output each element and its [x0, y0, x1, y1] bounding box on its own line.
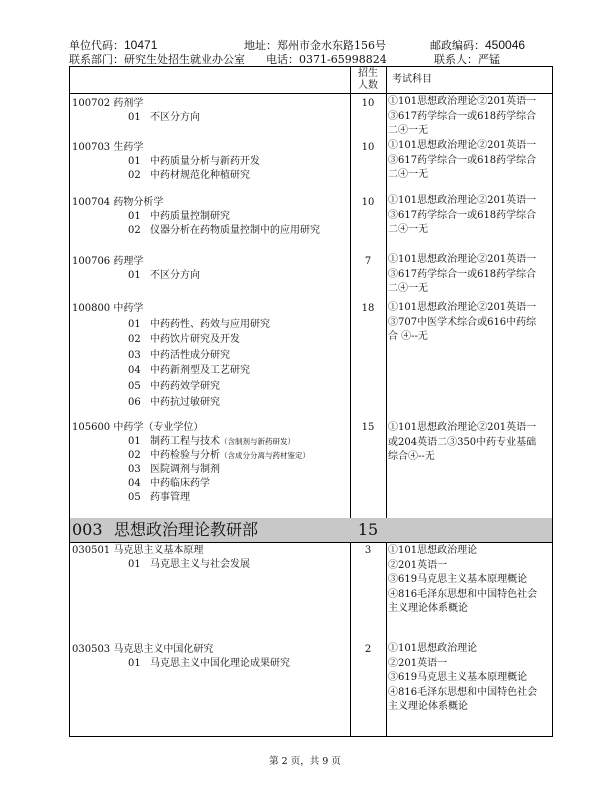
major-code-name: 100706 药理学: [72, 256, 144, 267]
band-divider: [70, 542, 552, 543]
column-divider: [350, 67, 351, 736]
exam-subjects: [388, 139, 552, 183]
direction-no: 01: [128, 112, 141, 123]
subject-line: 二④一无: [388, 283, 428, 294]
direction-name: 中药药性、药效与应用研究: [150, 319, 270, 330]
enrollment-count: 2: [364, 644, 372, 655]
subject-line: ②201英语一: [388, 559, 448, 571]
address-value: 郑州市金水东路156号: [277, 39, 386, 52]
direction-no: 01: [128, 559, 141, 570]
address: [244, 39, 386, 52]
exam-subjects: [388, 642, 552, 715]
subject-line: ①101思想政治理论②201英语一: [388, 195, 537, 206]
major-code-name: 030503 马克思主义中国化研究: [72, 644, 214, 655]
phone-value: 0371-65998824: [299, 53, 387, 66]
direction-no: 02: [128, 334, 141, 345]
direction-name: 中药质量分析与新药开发: [150, 156, 260, 167]
direction-name: 中药临床药学: [150, 478, 210, 489]
subject-line: ①101思想政治理论: [388, 545, 478, 556]
direction-no: 03: [128, 350, 141, 361]
subject-line: ②201英语一: [388, 657, 448, 669]
major-code-name: 100800 中药学: [72, 303, 144, 314]
exam-subjects: [388, 194, 552, 238]
enrollment-count: 10: [361, 197, 375, 208]
direction-name: 中药活性成分研究: [150, 350, 230, 361]
subject-line: ③617药学综合一或618药学综合: [388, 110, 537, 122]
subject-line: ①101思想政治理论②201英语一: [388, 140, 537, 151]
direction-name: 中药质量控制研究: [150, 211, 230, 222]
exam-subjects: [388, 95, 552, 139]
subject-line: 二④一无: [388, 169, 428, 180]
direction-name: 医院调剂与制剂: [150, 464, 220, 475]
subject-line: ④816毛泽东思想和中国特色社会: [388, 686, 538, 698]
subject-line: ③707中医学术综合或616中药综: [388, 316, 537, 328]
direction-name: [150, 449, 310, 463]
subject-line: ①101思想政治理论②201英语一: [388, 254, 537, 265]
direction-note: （含制剂与新药研发）: [220, 437, 295, 446]
direction-no: 01: [128, 156, 141, 167]
direction-label: 制药工程与技术: [150, 436, 220, 447]
postcode: [430, 39, 525, 52]
enrollment-count: 7: [364, 256, 372, 267]
unit-code-label: 单位代码：: [69, 39, 124, 52]
direction-note: （含成分分离与药材鉴定）: [220, 451, 310, 460]
subject-header: 考试科目: [392, 74, 432, 85]
exam-subjects: [388, 253, 552, 297]
direction-no: 02: [128, 225, 141, 236]
phone: [266, 53, 387, 66]
major-code-name: 030501 马克思主义基本原理: [72, 545, 204, 556]
subject-line: ①101思想政治理论②201英语一: [388, 96, 537, 107]
subject-line: ③619马克思主义基本原理概论: [388, 574, 528, 585]
exam-subjects: [388, 421, 552, 465]
department-code: 003: [72, 520, 103, 539]
contact-value: 严锰: [478, 53, 500, 66]
enrollment-count: 10: [361, 142, 375, 153]
subject-line: ③617药学综合一或618药学综合: [388, 268, 537, 280]
direction-name: 不区分方向: [150, 270, 200, 281]
direction-name: 中药抗过敏研究: [150, 397, 220, 408]
direction-name: 仪器分析在药物质量控制中的应用研究: [150, 225, 320, 236]
direction-no: 01: [128, 658, 141, 669]
column-divider: [386, 67, 387, 736]
header-divider: [70, 93, 552, 94]
subject-line: 主义理论体系概论: [388, 603, 468, 614]
direction-name: 中药饮片研究及开发: [150, 334, 240, 345]
direction-name: 马克思主义与社会发展: [150, 559, 250, 570]
subject-line: 合 ④--无: [388, 331, 428, 342]
direction-name: 不区分方向: [150, 112, 200, 123]
postcode-value: 450046: [485, 38, 526, 52]
address-label: 地址：: [244, 39, 277, 52]
count-header-line2: 人数: [358, 80, 378, 91]
direction-name: 马克思主义中国化理论成果研究: [150, 658, 290, 669]
subject-line: ③617药学综合一或618药学综合: [388, 209, 537, 221]
department-contact: [69, 53, 245, 66]
direction-name: 中药材规范化种植研究: [150, 170, 250, 181]
subject-line: ①101思想政治理论: [388, 643, 478, 654]
postcode-label: 邮政编码：: [430, 39, 485, 52]
unit-code: [69, 39, 157, 52]
direction-no: 06: [128, 397, 141, 408]
contact-person: [434, 53, 500, 66]
subject-line: ①101思想政治理论②201英语一: [388, 302, 537, 313]
enrollment-count: 15: [361, 422, 375, 433]
direction-no: 03: [128, 464, 141, 475]
subject-line: 或204英语二③350中药专业基础: [388, 436, 537, 448]
exam-subjects: [388, 301, 552, 345]
enrollment-count: 3: [364, 545, 372, 556]
subject-line: 主义理论体系概论: [388, 701, 468, 712]
department-count: 15: [357, 520, 379, 539]
major-code-name: 105600 中药学（专业学位）: [72, 422, 204, 433]
direction-name: 药事管理: [150, 492, 190, 503]
direction-no: 01: [128, 211, 141, 222]
phone-label: 电话：: [266, 53, 299, 66]
subject-line: ④816毛泽东思想和中国特色社会: [388, 588, 538, 600]
direction-no: 01: [128, 436, 141, 447]
major-code-name: 100704 药物分析学: [72, 197, 164, 208]
enrollment-count: 18: [361, 303, 375, 314]
direction-no: 04: [128, 478, 141, 489]
direction-name: [150, 435, 295, 449]
subject-line: 二④一无: [388, 125, 428, 136]
major-code-name: 100703 生药学: [72, 142, 144, 153]
direction-no: 05: [128, 492, 141, 503]
direction-name: 中药药效学研究: [150, 381, 220, 392]
major-code-name: 100702 药剂学: [72, 98, 144, 109]
direction-no: 02: [128, 450, 141, 461]
direction-name: 中药新剂型及工艺研究: [150, 365, 250, 376]
direction-no: 01: [128, 319, 141, 330]
department-name: 思想政治理论教研部: [114, 520, 259, 539]
admissions-table: [69, 66, 553, 737]
dept-value: 研究生处招生就业办公室: [124, 53, 245, 66]
dept-label: 联系部门：: [69, 53, 124, 66]
direction-no: 01: [128, 270, 141, 281]
direction-no: 02: [128, 170, 141, 181]
count-header-line1: 招生: [358, 68, 378, 79]
enrollment-count: 10: [361, 98, 375, 109]
subject-line: ①101思想政治理论②201英语一: [388, 422, 537, 433]
contact-label: 联系人：: [434, 53, 478, 66]
unit-code-value: 10471: [124, 38, 158, 52]
subject-line: 二④一无: [388, 224, 428, 235]
exam-subjects: [388, 544, 552, 617]
direction-no: 04: [128, 365, 141, 376]
subject-line: ③619马克思主义基本原理概论: [388, 672, 528, 683]
direction-label: 中药检验与分析: [150, 450, 220, 461]
subject-line: ③617药学综合一或618药学综合: [388, 154, 537, 166]
page-footer: 第 2 页，共 9 页: [269, 756, 341, 767]
subject-line: 综合④--无: [388, 451, 435, 462]
direction-no: 05: [128, 381, 141, 392]
